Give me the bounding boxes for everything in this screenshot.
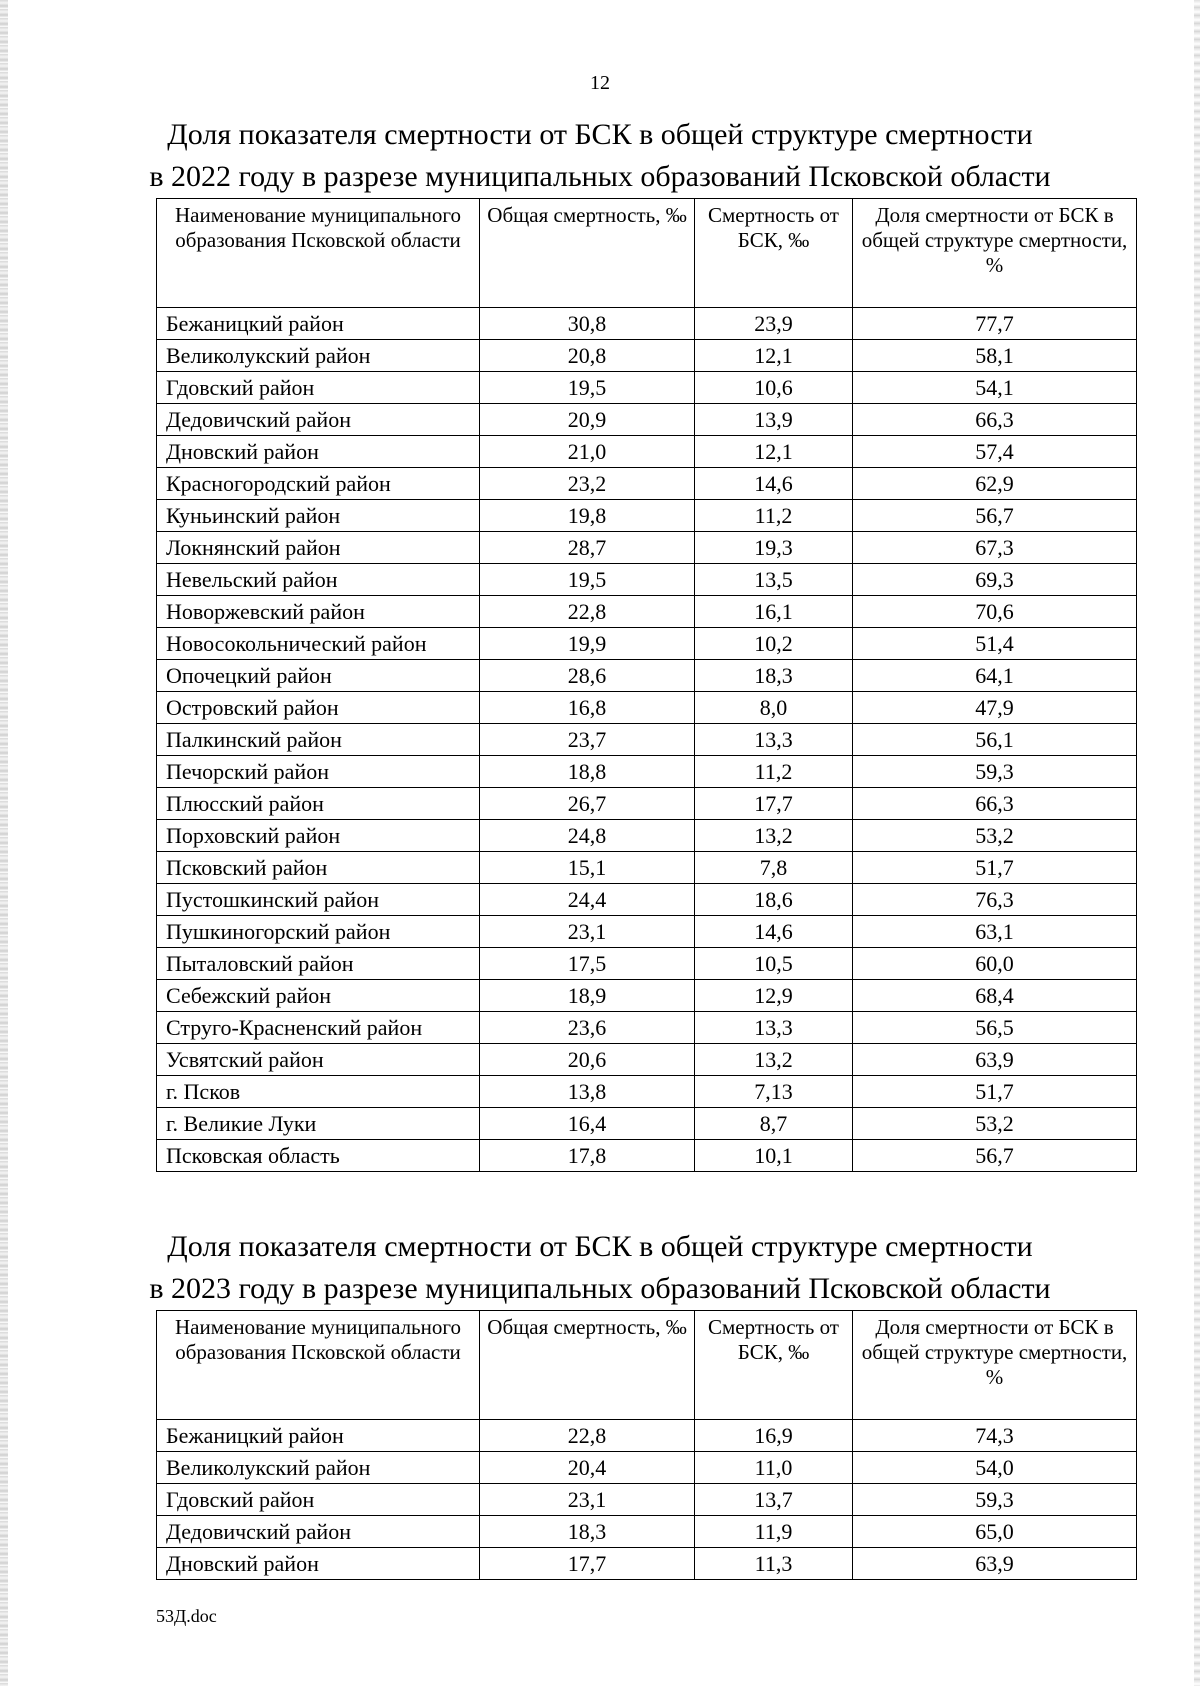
- cell-name: Дедовичский район: [157, 404, 480, 436]
- cell-name: Дедовичский район: [157, 1516, 480, 1548]
- cell-share: 63,1: [853, 916, 1137, 948]
- cell-total: 30,8: [480, 308, 695, 340]
- cell-total: 23,2: [480, 468, 695, 500]
- table-2022: [156, 198, 1137, 1172]
- cell-share: 54,0: [853, 1452, 1137, 1484]
- table-2023: [156, 1310, 1137, 1580]
- cell-total: 28,7: [480, 532, 695, 564]
- cell-bsk: 14,6: [695, 916, 853, 948]
- cell-share: 51,4: [853, 628, 1137, 660]
- cell-name: Бежаницкий район: [157, 308, 480, 340]
- table-header-row: [157, 199, 1137, 308]
- cell-bsk: 23,9: [695, 308, 853, 340]
- cell-total: 23,6: [480, 1012, 695, 1044]
- cell-bsk: 12,1: [695, 436, 853, 468]
- cell-total: 13,8: [480, 1076, 695, 1108]
- table-2022-title-line2: в 2022 году в разрезе муниципальных образований Псковской области: [149, 160, 1051, 193]
- cell-bsk: 11,2: [695, 500, 853, 532]
- cell-total: 28,6: [480, 660, 695, 692]
- header-name: Наименование муниципального образования Псковской области: [157, 1311, 480, 1420]
- cell-share: 56,5: [853, 1012, 1137, 1044]
- cell-total: 18,3: [480, 1516, 695, 1548]
- cell-bsk: 17,7: [695, 788, 853, 820]
- cell-name: Красногородский район: [157, 468, 480, 500]
- header-bsk: Смертность от БСК, ‰: [695, 1311, 853, 1420]
- cell-total: 18,9: [480, 980, 695, 1012]
- table-row: [157, 1140, 1137, 1172]
- cell-bsk: 18,3: [695, 660, 853, 692]
- cell-bsk: 7,13: [695, 1076, 853, 1108]
- cell-bsk: 16,1: [695, 596, 853, 628]
- table-2022-title-line1: Доля показателя смертности от БСК в общей структуре смертности: [167, 118, 1033, 151]
- cell-bsk: 10,1: [695, 1140, 853, 1172]
- cell-total: 23,7: [480, 724, 695, 756]
- cell-share: 77,7: [853, 308, 1137, 340]
- table-2022-body: [157, 308, 1137, 1172]
- cell-name: Порховский район: [157, 820, 480, 852]
- table-2022-section: [0, 114, 1200, 1172]
- cell-total: 17,7: [480, 1548, 695, 1580]
- cell-share: 76,3: [853, 884, 1137, 916]
- header-bsk: Смертность от БСК, ‰: [695, 199, 853, 308]
- table-2023-section: [0, 1226, 1200, 1580]
- cell-name: Гдовский район: [157, 1484, 480, 1516]
- cell-share: 58,1: [853, 340, 1137, 372]
- table-row: [157, 1420, 1137, 1452]
- table-2023-title: [0, 1226, 1200, 1310]
- table-row: [157, 404, 1137, 436]
- cell-share: 56,7: [853, 500, 1137, 532]
- cell-share: 67,3: [853, 532, 1137, 564]
- cell-share: 60,0: [853, 948, 1137, 980]
- cell-name: Палкинский район: [157, 724, 480, 756]
- header-name: Наименование муниципального образования Псковской области: [157, 199, 480, 308]
- cell-bsk: 14,6: [695, 468, 853, 500]
- table-row: [157, 692, 1137, 724]
- cell-share: 66,3: [853, 788, 1137, 820]
- table-row: [157, 660, 1137, 692]
- cell-bsk: 10,5: [695, 948, 853, 980]
- cell-share: 47,9: [853, 692, 1137, 724]
- cell-name: Пушкиногорский район: [157, 916, 480, 948]
- cell-total: 19,5: [480, 372, 695, 404]
- cell-total: 15,1: [480, 852, 695, 884]
- table-row: [157, 308, 1137, 340]
- table-row: [157, 820, 1137, 852]
- table-2023-title-line2: в 2023 году в разрезе муниципальных образований Псковской области: [149, 1272, 1051, 1305]
- cell-name: Себежский район: [157, 980, 480, 1012]
- cell-name: Псковский район: [157, 852, 480, 884]
- cell-share: 59,3: [853, 756, 1137, 788]
- cell-bsk: 11,9: [695, 1516, 853, 1548]
- cell-bsk: 11,2: [695, 756, 853, 788]
- cell-bsk: 8,7: [695, 1108, 853, 1140]
- table-row: [157, 756, 1137, 788]
- cell-share: 70,6: [853, 596, 1137, 628]
- header-total: Общая смертность, ‰: [480, 1311, 695, 1420]
- cell-bsk: 18,6: [695, 884, 853, 916]
- cell-name: Плюсский район: [157, 788, 480, 820]
- table-row: [157, 1452, 1137, 1484]
- cell-name: Пыталовский район: [157, 948, 480, 980]
- cell-total: 20,9: [480, 404, 695, 436]
- cell-name: Куньинский район: [157, 500, 480, 532]
- cell-share: 59,3: [853, 1484, 1137, 1516]
- cell-total: 22,8: [480, 596, 695, 628]
- cell-total: 18,8: [480, 756, 695, 788]
- cell-share: 74,3: [853, 1420, 1137, 1452]
- table-row: [157, 724, 1137, 756]
- cell-total: 20,6: [480, 1044, 695, 1076]
- table-header-row: [157, 1311, 1137, 1420]
- table-row: [157, 436, 1137, 468]
- cell-share: 63,9: [853, 1044, 1137, 1076]
- cell-bsk: 7,8: [695, 852, 853, 884]
- cell-name: г. Псков: [157, 1076, 480, 1108]
- table-row: [157, 980, 1137, 1012]
- table-row: [157, 1076, 1137, 1108]
- table-row: [157, 628, 1137, 660]
- cell-name: Гдовский район: [157, 372, 480, 404]
- table-row: [157, 468, 1137, 500]
- cell-total: 21,0: [480, 436, 695, 468]
- table-row: [157, 596, 1137, 628]
- header-share: Доля смертности от БСК в общей структуре смертности, %: [853, 1311, 1137, 1420]
- cell-name: Островский район: [157, 692, 480, 724]
- cell-total: 26,7: [480, 788, 695, 820]
- cell-name: Великолукский район: [157, 340, 480, 372]
- cell-share: 62,9: [853, 468, 1137, 500]
- cell-name: Великолукский район: [157, 1452, 480, 1484]
- cell-name: Струго-Красненский район: [157, 1012, 480, 1044]
- cell-share: 64,1: [853, 660, 1137, 692]
- header-total: Общая смертность, ‰: [480, 199, 695, 308]
- header-share: Доля смертности от БСК в общей структуре смертности, %: [853, 199, 1137, 308]
- cell-bsk: 10,2: [695, 628, 853, 660]
- table-row: [157, 916, 1137, 948]
- cell-name: Бежаницкий район: [157, 1420, 480, 1452]
- cell-name: Псковская область: [157, 1140, 480, 1172]
- cell-total: 23,1: [480, 1484, 695, 1516]
- cell-name: г. Великие Луки: [157, 1108, 480, 1140]
- cell-total: 20,8: [480, 340, 695, 372]
- cell-bsk: 11,0: [695, 1452, 853, 1484]
- table-2023-body: [157, 1420, 1137, 1580]
- cell-bsk: 13,5: [695, 564, 853, 596]
- cell-name: Новоржевский район: [157, 596, 480, 628]
- table-row: [157, 564, 1137, 596]
- table-row: [157, 1108, 1137, 1140]
- cell-share: 57,4: [853, 436, 1137, 468]
- cell-total: 19,5: [480, 564, 695, 596]
- cell-bsk: 12,9: [695, 980, 853, 1012]
- cell-share: 56,7: [853, 1140, 1137, 1172]
- cell-share: 51,7: [853, 852, 1137, 884]
- table-row: [157, 372, 1137, 404]
- cell-name: Опочецкий район: [157, 660, 480, 692]
- cell-total: 19,9: [480, 628, 695, 660]
- cell-share: 63,9: [853, 1548, 1137, 1580]
- table-row: [157, 1548, 1137, 1580]
- cell-name: Дновский район: [157, 436, 480, 468]
- cell-total: 19,8: [480, 500, 695, 532]
- cell-total: 17,8: [480, 1140, 695, 1172]
- table-row: [157, 948, 1137, 980]
- cell-bsk: 13,2: [695, 1044, 853, 1076]
- footer-filename: 53Д.doc: [156, 1606, 217, 1626]
- cell-bsk: 19,3: [695, 532, 853, 564]
- cell-total: 22,8: [480, 1420, 695, 1452]
- table-row: [157, 340, 1137, 372]
- cell-bsk: 12,1: [695, 340, 853, 372]
- cell-share: 53,2: [853, 820, 1137, 852]
- page-number: 12: [590, 72, 610, 94]
- table-2022-title: [0, 114, 1200, 198]
- cell-name: Невельский район: [157, 564, 480, 596]
- table-2023-title-line1: Доля показателя смертности от БСК в общей структуре смертности: [167, 1230, 1033, 1263]
- cell-bsk: 13,9: [695, 404, 853, 436]
- cell-name: Новосокольнический район: [157, 628, 480, 660]
- cell-share: 68,4: [853, 980, 1137, 1012]
- cell-name: Локнянский район: [157, 532, 480, 564]
- table-row: [157, 1484, 1137, 1516]
- cell-bsk: 13,2: [695, 820, 853, 852]
- cell-bsk: 10,6: [695, 372, 853, 404]
- table-row: [157, 1516, 1137, 1548]
- table-row: [157, 1012, 1137, 1044]
- cell-share: 65,0: [853, 1516, 1137, 1548]
- cell-total: 23,1: [480, 916, 695, 948]
- cell-share: 54,1: [853, 372, 1137, 404]
- cell-bsk: 11,3: [695, 1548, 853, 1580]
- table-row: [157, 1044, 1137, 1076]
- table-row: [157, 884, 1137, 916]
- cell-total: 24,8: [480, 820, 695, 852]
- cell-name: Печорский район: [157, 756, 480, 788]
- cell-total: 16,8: [480, 692, 695, 724]
- cell-total: 20,4: [480, 1452, 695, 1484]
- cell-total: 16,4: [480, 1108, 695, 1140]
- cell-total: 17,5: [480, 948, 695, 980]
- cell-bsk: 13,3: [695, 724, 853, 756]
- cell-share: 51,7: [853, 1076, 1137, 1108]
- cell-share: 69,3: [853, 564, 1137, 596]
- cell-bsk: 13,3: [695, 1012, 853, 1044]
- cell-bsk: 8,0: [695, 692, 853, 724]
- cell-total: 24,4: [480, 884, 695, 916]
- table-row: [157, 788, 1137, 820]
- cell-share: 53,2: [853, 1108, 1137, 1140]
- cell-share: 66,3: [853, 404, 1137, 436]
- cell-bsk: 13,7: [695, 1484, 853, 1516]
- cell-name: Дновский район: [157, 1548, 480, 1580]
- table-row: [157, 532, 1137, 564]
- table-row: [157, 852, 1137, 884]
- table-row: [157, 500, 1137, 532]
- cell-bsk: 16,9: [695, 1420, 853, 1452]
- cell-share: 56,1: [853, 724, 1137, 756]
- cell-name: Усвятский район: [157, 1044, 480, 1076]
- cell-name: Пустошкинский район: [157, 884, 480, 916]
